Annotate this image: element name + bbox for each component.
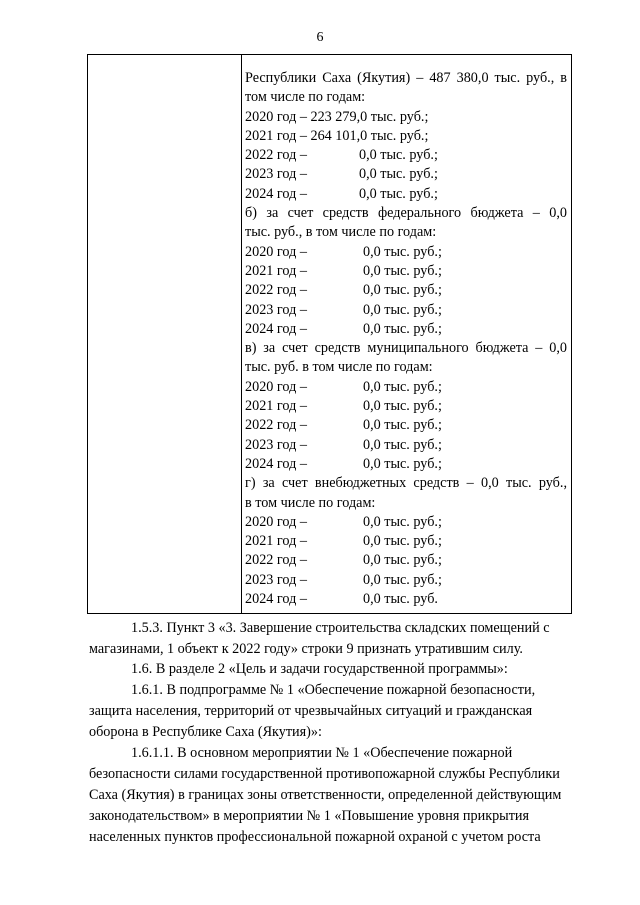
table-text-line: тыс. руб. в том числе по годам: (245, 359, 433, 376)
table-text-line: 2020 год – 223 279,0 тыс. руб.; (245, 108, 429, 125)
amount-value: 0,0 тыс. руб.; (359, 147, 438, 164)
year-label: 2022 год – (245, 282, 307, 299)
amount-value: 0,0 тыс. руб.; (363, 455, 442, 472)
year-label: 2024 год – (245, 455, 307, 472)
year-amount-row (245, 262, 567, 281)
paragraph-line: оборона в Республике Саха (Якутия)»: (89, 724, 322, 740)
amount-value: 0,0 тыс. руб.; (363, 301, 442, 318)
amount-value: 0,0 тыс. руб.; (363, 533, 442, 550)
page-number: 6 (316, 30, 324, 45)
paragraph-line: защита населения, территорий от чрезвычайных ситуаций и гражданская (89, 703, 533, 719)
table-text-line: в том числе по годам: (245, 494, 376, 511)
year-label: 2023 год – (245, 301, 307, 318)
amount-value: 0,0 тыс. руб.; (359, 185, 438, 202)
year-amount-row (245, 185, 567, 204)
year-amount-row (245, 378, 567, 397)
table-text-line: в) за счет средств муниципального бюджета – 0,0 (245, 340, 567, 357)
paragraph-line: 1.6. В разделе 2 «Цель и задачи государственной программы»: (131, 661, 508, 677)
paragraph-line: населенных пунктов профессиональной пожарной охраной с учетом роста (89, 829, 541, 845)
paragraph-line: 1.5.3. Пункт 3 «3. Завершение строительства складских помещений с (131, 620, 550, 636)
table-column-divider (241, 55, 242, 613)
amount-value: 0,0 тыс. руб.; (363, 262, 442, 279)
table-text-line: г) за счет внебюджетных средств – 0,0 тыс. руб., (245, 475, 567, 492)
year-label: 2024 год – (245, 185, 307, 202)
paragraph-line: Саха (Якутия) в границах зоны ответственности, определенной действующим (89, 787, 562, 803)
paragraph-line: законодательством» в мероприятии № 1 «Повышение уровня прикрытия (89, 808, 530, 824)
year-label: 2022 год – (245, 552, 307, 569)
year-amount-row (245, 146, 567, 165)
year-amount-row (245, 455, 567, 474)
year-label: 2020 год – (245, 513, 307, 530)
year-label: 2021 год – (245, 262, 307, 279)
year-amount-row (245, 513, 567, 532)
paragraph-line: магазинами, 1 объект к 2022 году» строки 9 признать утратившим силу. (89, 641, 523, 657)
amount-value: 0,0 тыс. руб.; (363, 513, 442, 530)
year-label: 2024 год – (245, 320, 307, 337)
amount-value: 0,0 тыс. руб.; (363, 552, 442, 569)
amount-value: 0,0 тыс. руб.; (363, 378, 442, 395)
year-label: 2023 год – (245, 436, 307, 453)
amount-value: 0,0 тыс. руб.; (363, 243, 442, 260)
paragraph-line: 1.6.1. В подпрограмме № 1 «Обеспечение пожарной безопасности, (131, 682, 536, 698)
year-amount-row (245, 590, 567, 609)
year-amount-row (245, 416, 567, 435)
amount-value: 0,0 тыс. руб.; (363, 282, 442, 299)
year-amount-row (245, 320, 567, 339)
amount-value: 0,0 тыс. руб. (363, 591, 438, 608)
table-text-line: б) за счет средств федерального бюджета – 0,0 (245, 205, 567, 222)
amount-value: 0,0 тыс. руб.; (359, 166, 438, 183)
year-amount-row (245, 571, 567, 590)
year-label: 2021 год – (245, 533, 307, 550)
year-label: 2022 год – (245, 417, 307, 434)
amount-value: 0,0 тыс. руб.; (363, 436, 442, 453)
table-text-line: том числе по годам: (245, 89, 366, 106)
year-label: 2020 год – (245, 243, 307, 260)
year-label: 2021 год – (245, 398, 307, 415)
amount-value: 0,0 тыс. руб.; (363, 417, 442, 434)
table-text-line: Республики Саха (Якутия) – 487 380,0 тыс. руб., в (245, 70, 567, 86)
amount-value: 0,0 тыс. руб.; (363, 571, 442, 588)
year-label: 2024 год – (245, 591, 307, 608)
year-label: 2023 год – (245, 571, 307, 588)
year-label: 2023 год – (245, 166, 307, 183)
year-amount-row (245, 281, 567, 300)
year-amount-row (245, 551, 567, 570)
year-amount-row (245, 397, 567, 416)
amount-value: 0,0 тыс. руб.; (363, 398, 442, 415)
year-label: 2020 год – (245, 378, 307, 395)
paragraph-line: 1.6.1.1. В основном мероприятии № 1 «Обеспечение пожарной (131, 745, 513, 761)
year-amount-row (245, 532, 567, 551)
amount-value: 0,0 тыс. руб.; (363, 320, 442, 337)
paragraph-line: безопасности силами государственной противопожарной службы Республики (89, 766, 560, 782)
year-label: 2022 год – (245, 147, 307, 164)
table-text-line: 2021 год – 264 101,0 тыс. руб.; (245, 127, 429, 144)
table-text-line: тыс. руб., в том числе по годам: (245, 224, 437, 241)
year-amount-row (245, 165, 567, 184)
funding-table (87, 54, 572, 614)
year-amount-row (245, 301, 567, 320)
funding-table-cell (245, 69, 567, 609)
year-amount-row (245, 436, 567, 455)
year-amount-row (245, 243, 567, 262)
